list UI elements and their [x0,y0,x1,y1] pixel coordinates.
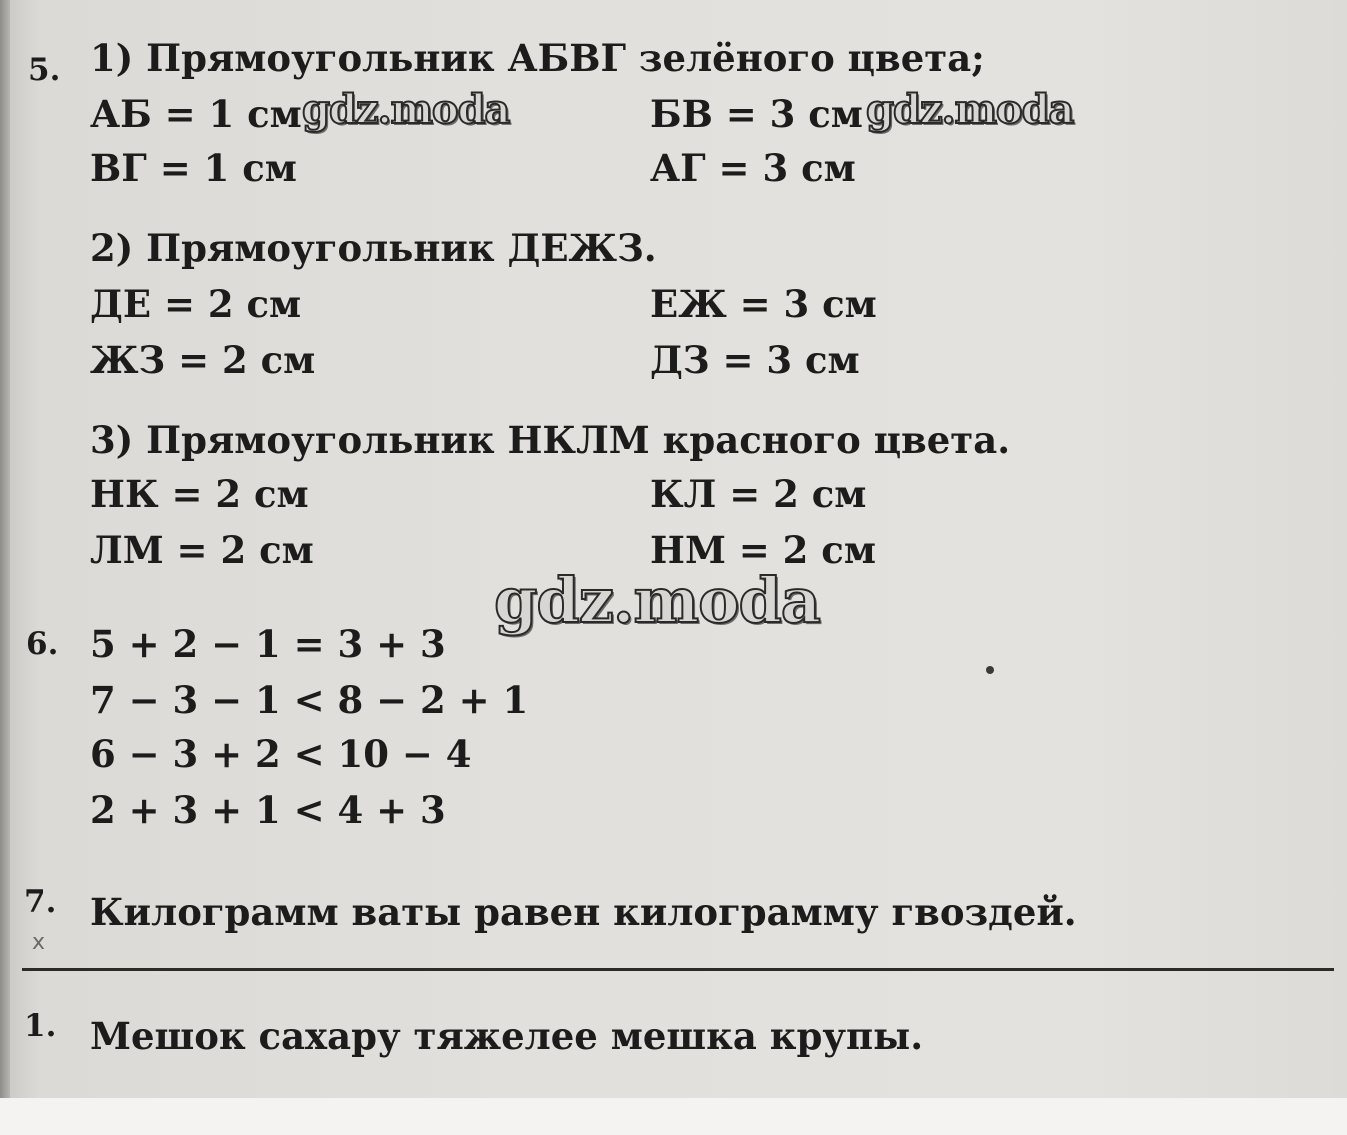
task-5-dz-length: ДЗ = 3 см [650,338,860,382]
page-edge-shadow [0,0,10,1135]
task-5-zhz-length: ЖЗ = 2 см [90,338,316,382]
watermark-center: gdz.moda [494,564,820,637]
task-5-number: 5. [28,52,61,88]
ink-dot [986,666,994,674]
task-5-ab-length: АБ = 1 см [90,92,302,136]
task-6-expression-4: 2 + 3 + 1 < 4 + 3 [90,788,446,832]
task-5-kl-length: КЛ = 2 см [650,472,867,516]
task-5-part-2-title: 2) Прямоугольник ДЕЖЗ. [90,226,657,270]
task-5-vg-length: ВГ = 1 см [90,146,297,190]
task-5-bv-length: БВ = 3 см [650,92,863,136]
section-divider [22,968,1334,971]
watermark-top-right: gdz.moda [866,86,1074,133]
task-5-ezh-length: ЕЖ = 3 см [650,282,877,326]
task-6-number: 6. [26,626,59,662]
task-5-part-3-title: 3) Прямоугольник НКЛМ красного цвета. [90,418,1011,462]
task-6-expression-3: 6 − 3 + 2 < 10 − 4 [90,732,472,776]
task-5-ag-length: АГ = 3 см [650,146,856,190]
margin-mark: x [32,930,46,955]
task-5-nk-length: НК = 2 см [90,472,309,516]
task-5-lm-length: ЛМ = 2 см [90,528,314,572]
task-7-number: 7. [24,884,57,920]
watermark-top-left: gdz.moda [302,86,510,133]
next-task-number: 1. [24,1008,57,1044]
next-task-answer: Мешок сахару тяжелее мешка крупы. [90,1014,924,1058]
task-5-part-1-title: 1) Прямоугольник АБВГ зелёного цвета; [90,36,985,80]
task-5-nm-length: НМ = 2 см [650,528,876,572]
task-6-expression-2: 7 − 3 − 1 < 8 − 2 + 1 [90,678,529,722]
task-7-answer: Килограмм ваты равен килограмму гвоздей. [90,890,1077,934]
task-6-expression-1: 5 + 2 − 1 = 3 + 3 [90,622,446,666]
page-bottom-margin [0,1098,1347,1135]
task-5-de-length: ДЕ = 2 см [90,282,302,326]
